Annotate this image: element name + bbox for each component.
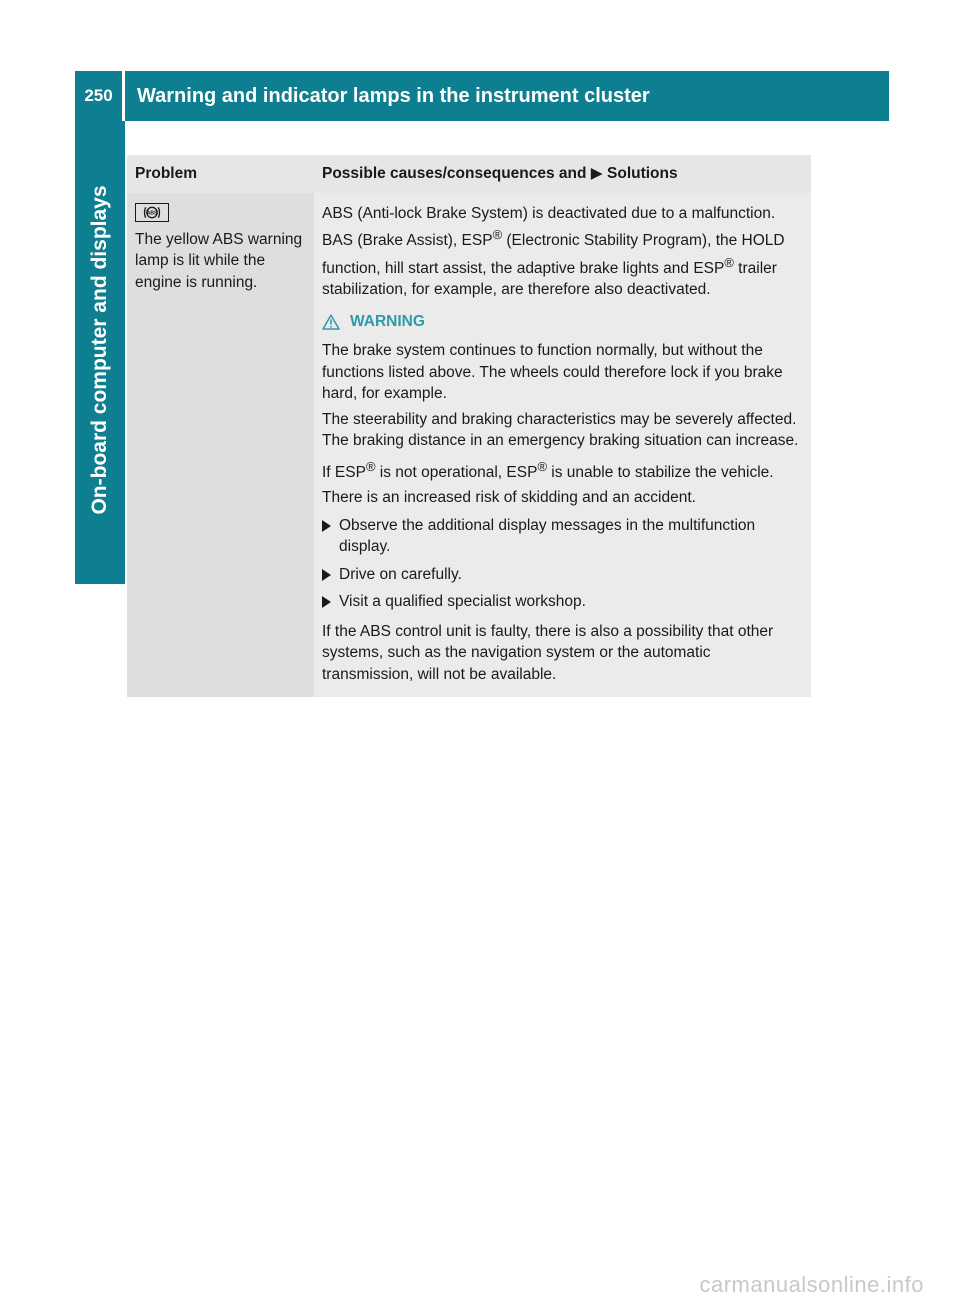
table-header-row (127, 155, 811, 193)
warning-paragraph: The steerability and braking characteristics may be severely affected. The braking distance in an emergency braking situation can increase. (322, 410, 799, 450)
final-paragraph: If the ABS control unit is faulty, there is also a possibility that other systems, such as the navigation system or the automatic transmission, will not be available. (322, 622, 774, 683)
warning-heading (322, 311, 803, 333)
watermark: carmanualsonline.info (699, 1272, 924, 1297)
arrow-bullet-icon (322, 515, 339, 558)
warning-paragraph: There is an increased risk of skidding and an accident. (322, 489, 696, 507)
side-tab-label: On-board computer and displays (88, 185, 111, 515)
arrow-bullet-icon (322, 564, 339, 586)
table-row (127, 193, 811, 698)
action-step: Visit a qualified specialist workshop. (322, 591, 803, 613)
page-header (75, 71, 889, 121)
warning-label: WARNING (350, 312, 425, 330)
column-header-solutions: Possible causes/consequences and ▶ Solutions (314, 155, 811, 193)
action-step: Drive on carefully. (322, 564, 803, 586)
problem-cell (127, 193, 314, 698)
svg-text:ABS: ABS (146, 210, 158, 217)
warning-paragraph: The brake system continues to function normally, but without the functions listed above. The wheels could therefore lock if you brake hard, for example. (322, 342, 783, 403)
warning-paragraph: If ESP® is not operational, ESP® is unable to stabilize the vehicle. (322, 458, 774, 481)
abs-warning-lamp-icon (135, 203, 169, 222)
cause-paragraph: ABS (Anti-lock Brake System) is deactivated due to a malfunction. BAS (Brake Assist), ESP® (Electronic Stability Program), the HOLD function, hill start assist, the adaptive brake lights and ESP® trailer stabilization, for example, are therefore also deactivated. (322, 204, 785, 299)
column-header-problem: Problem (127, 155, 314, 193)
warning-triangle-icon (322, 314, 340, 330)
troubleshooting-table (127, 155, 811, 697)
action-step: Observe the additional display messages in the multifunction display. (322, 515, 803, 558)
solution-cell (314, 193, 811, 698)
chapter-title: Warning and indicator lamps in the instrument cluster (137, 84, 650, 107)
arrow-bullet-icon (322, 591, 339, 613)
page-number: 250 (75, 71, 125, 121)
problem-description: The yellow ABS warning lamp is lit while the engine is running. (135, 230, 303, 291)
